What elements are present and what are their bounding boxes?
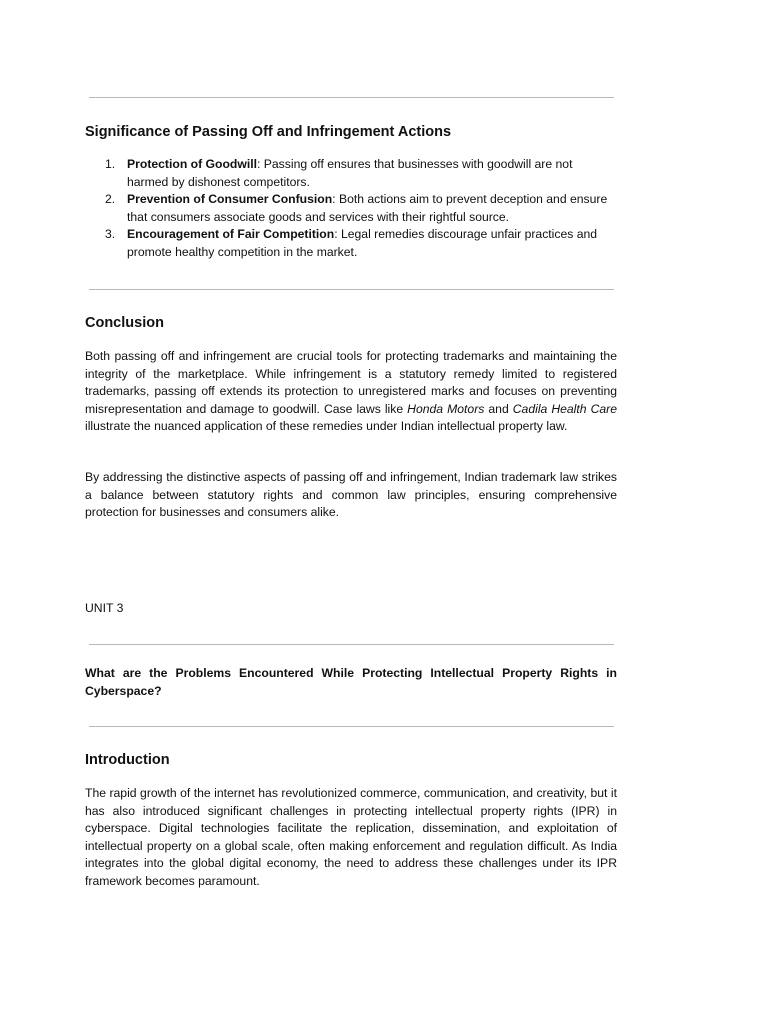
significance-list xyxy=(85,156,617,262)
list-item-number: 3. xyxy=(105,227,116,242)
list-item-text: : Passing off ensures that businesses with goodwill are not harmed by dishonest competitors. xyxy=(127,157,573,189)
list-item-number: 1. xyxy=(105,157,116,171)
list-item-term: Protection of Goodwill xyxy=(127,157,257,171)
case-law-honda: Honda Motors xyxy=(407,401,485,416)
list-item-term: Encouragement of Fair Competition xyxy=(127,227,335,242)
conclusion-text: Both passing off and infringement are crucial tools for protecting trademarks and maintaining the integrity of the marketplace. While infringement is a statutory remedy limited to registered trademarks, passing off extends its protection to unregistered marks and focuses on preventing misrepresentation and damage to goodwill. Case laws like xyxy=(85,349,617,416)
horizontal-rule xyxy=(89,97,614,98)
list-item-text: : Legal remedies discourage unfair practices and promote healthy competition in the market. xyxy=(127,227,598,259)
list-item xyxy=(85,226,617,261)
significance-heading: Significance of Passing Off and Infringement Actions xyxy=(85,124,452,140)
conclusion-heading: Conclusion xyxy=(85,315,164,331)
horizontal-rule xyxy=(89,726,614,727)
introduction-heading: Introduction xyxy=(85,752,170,768)
horizontal-rule xyxy=(89,644,614,645)
question-heading: What are the Problems Encountered While Protecting Intellectual Property Rights in Cyberspace? xyxy=(85,666,617,698)
conclusion-paragraph-1 xyxy=(85,348,617,436)
unit-label: UNIT 3 xyxy=(85,601,124,615)
list-item-text: : Both actions aim to prevent deception and ensure that consumers associate goods and services with their rightful source. xyxy=(127,192,608,224)
list-item-term: Prevention of Consumer Confusion xyxy=(127,192,333,207)
list-item-number: 2. xyxy=(105,192,116,207)
case-law-cadila: Cadila Health Care xyxy=(512,401,617,416)
list-item xyxy=(85,156,617,191)
conclusion-text: and xyxy=(484,401,513,416)
horizontal-rule xyxy=(89,289,614,290)
introduction-paragraph: The rapid growth of the internet has revolutionized commerce, communication, and creativity, but it has also introduced significant challenges in protecting intellectual property rights (IPR) in cyberspace. Digital technologies facilitate the replication, dissemination, and exploitation of intellectual property on a global scale, often making enforcement and regulation difficult. As India integrates into the global digital economy, the need to address these challenges under its IPR framework becomes paramount. xyxy=(85,786,617,888)
list-item xyxy=(85,191,617,226)
conclusion-paragraph-2: By addressing the distinctive aspects of passing off and infringement, Indian trademark law strikes a balance between statutory rights and common law principles, ensuring comprehensive protection for businesses and consumers alike. xyxy=(85,470,617,520)
conclusion-text: illustrate the nuanced application of these remedies under Indian intellectual property law. xyxy=(85,419,568,434)
